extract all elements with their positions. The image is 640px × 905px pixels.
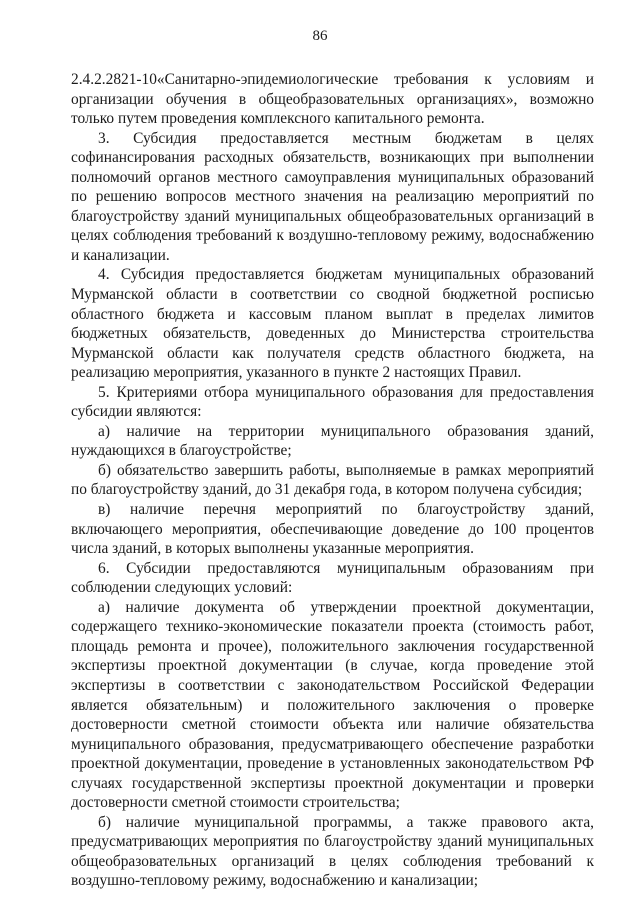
page-number: 86 (312, 28, 328, 44)
paragraph-10: б) наличие муниципальной программы, а также правового акта, предусматривающих мероприятия по благоустройству зданий муниципальных общеобразовательных организаций в целях соблюдения требований к воздушно-тепловому режиму, водоснабжению и канализации; (71, 813, 594, 890)
paragraph-5: а) наличие на территории муниципального образования зданий, нуждающихся в благоустройстве; (71, 422, 594, 460)
paragraph-8: 6. Субсидии предоставляются муниципальным образованиям при соблюдении следующих условий: (71, 559, 594, 597)
paragraph-1: 2.4.2.2821-10«Санитарно-эпидемиологические требования к условиям и организации обучения в общеобразовательных организациях», возможно только путем проведения комплексного капитального ремонта. (71, 71, 594, 128)
paragraph-4: 5. Критериями отбора муниципального образования для предоставления субсидии являются: (71, 383, 594, 421)
paragraph-9: а) наличие документа об утверждении проектной документации, содержащего технико-экономические показатели проекта (стоимость работ, площадь ремонта и прочее), положительного заключения государственной экспертизы проектной документации (в случае, когда проведение этой экспертизы в соответствии с законодательством Российской Федерации является обязательным) и положительного заключения о проверке достоверности сметной стоимости объекта или наличие обязательства муниципального образования, предусматривающего обеспечение разработки проектной документации, проведение в установленных законодательством РФ случаях государственной экспертизы проектной документации и проверки достоверности сметной стоимости строительства; (71, 598, 594, 812)
paragraph-7: в) наличие перечня мероприятий по благоустройству зданий, включающего мероприятия, обеспечивающие доведение до 100 процентов числа зданий, в которых выполнены указанные мероприятия. (71, 501, 594, 558)
paragraph-3: 4. Субсидия предоставляется бюджетам муниципальных образований Мурманской области в соответствии со сводной бюджетной росписью областного бюджета и кассовым планом выплат в пределах лимитов бюджетных обязательств, доведенных до Министерства строительства Мурманской области как получателя средств областного бюджета, на реализацию мероприятия, указанного в пункте 2 настоящих Правил. (71, 266, 594, 382)
paragraph-6: б) обязательство завершить работы, выполняемые в рамках мероприятий по благоустройству зданий, до 31 декабря года, в котором получена субсидия; (71, 461, 594, 499)
paragraph-2: 3. Субсидия предоставляется местным бюджетам в целях софинансирования расходных обязательств, возникающих при выполнении полномочий органов местного самоуправления муниципальных образований по решению вопросов местного значения на реализацию мероприятий по благоустройству зданий муниципальных общеобразовательных организаций в целях соблюдения требований к воздушно-тепловому режиму, водоснабжению и канализации. (71, 129, 594, 264)
document-body (71, 70, 594, 891)
